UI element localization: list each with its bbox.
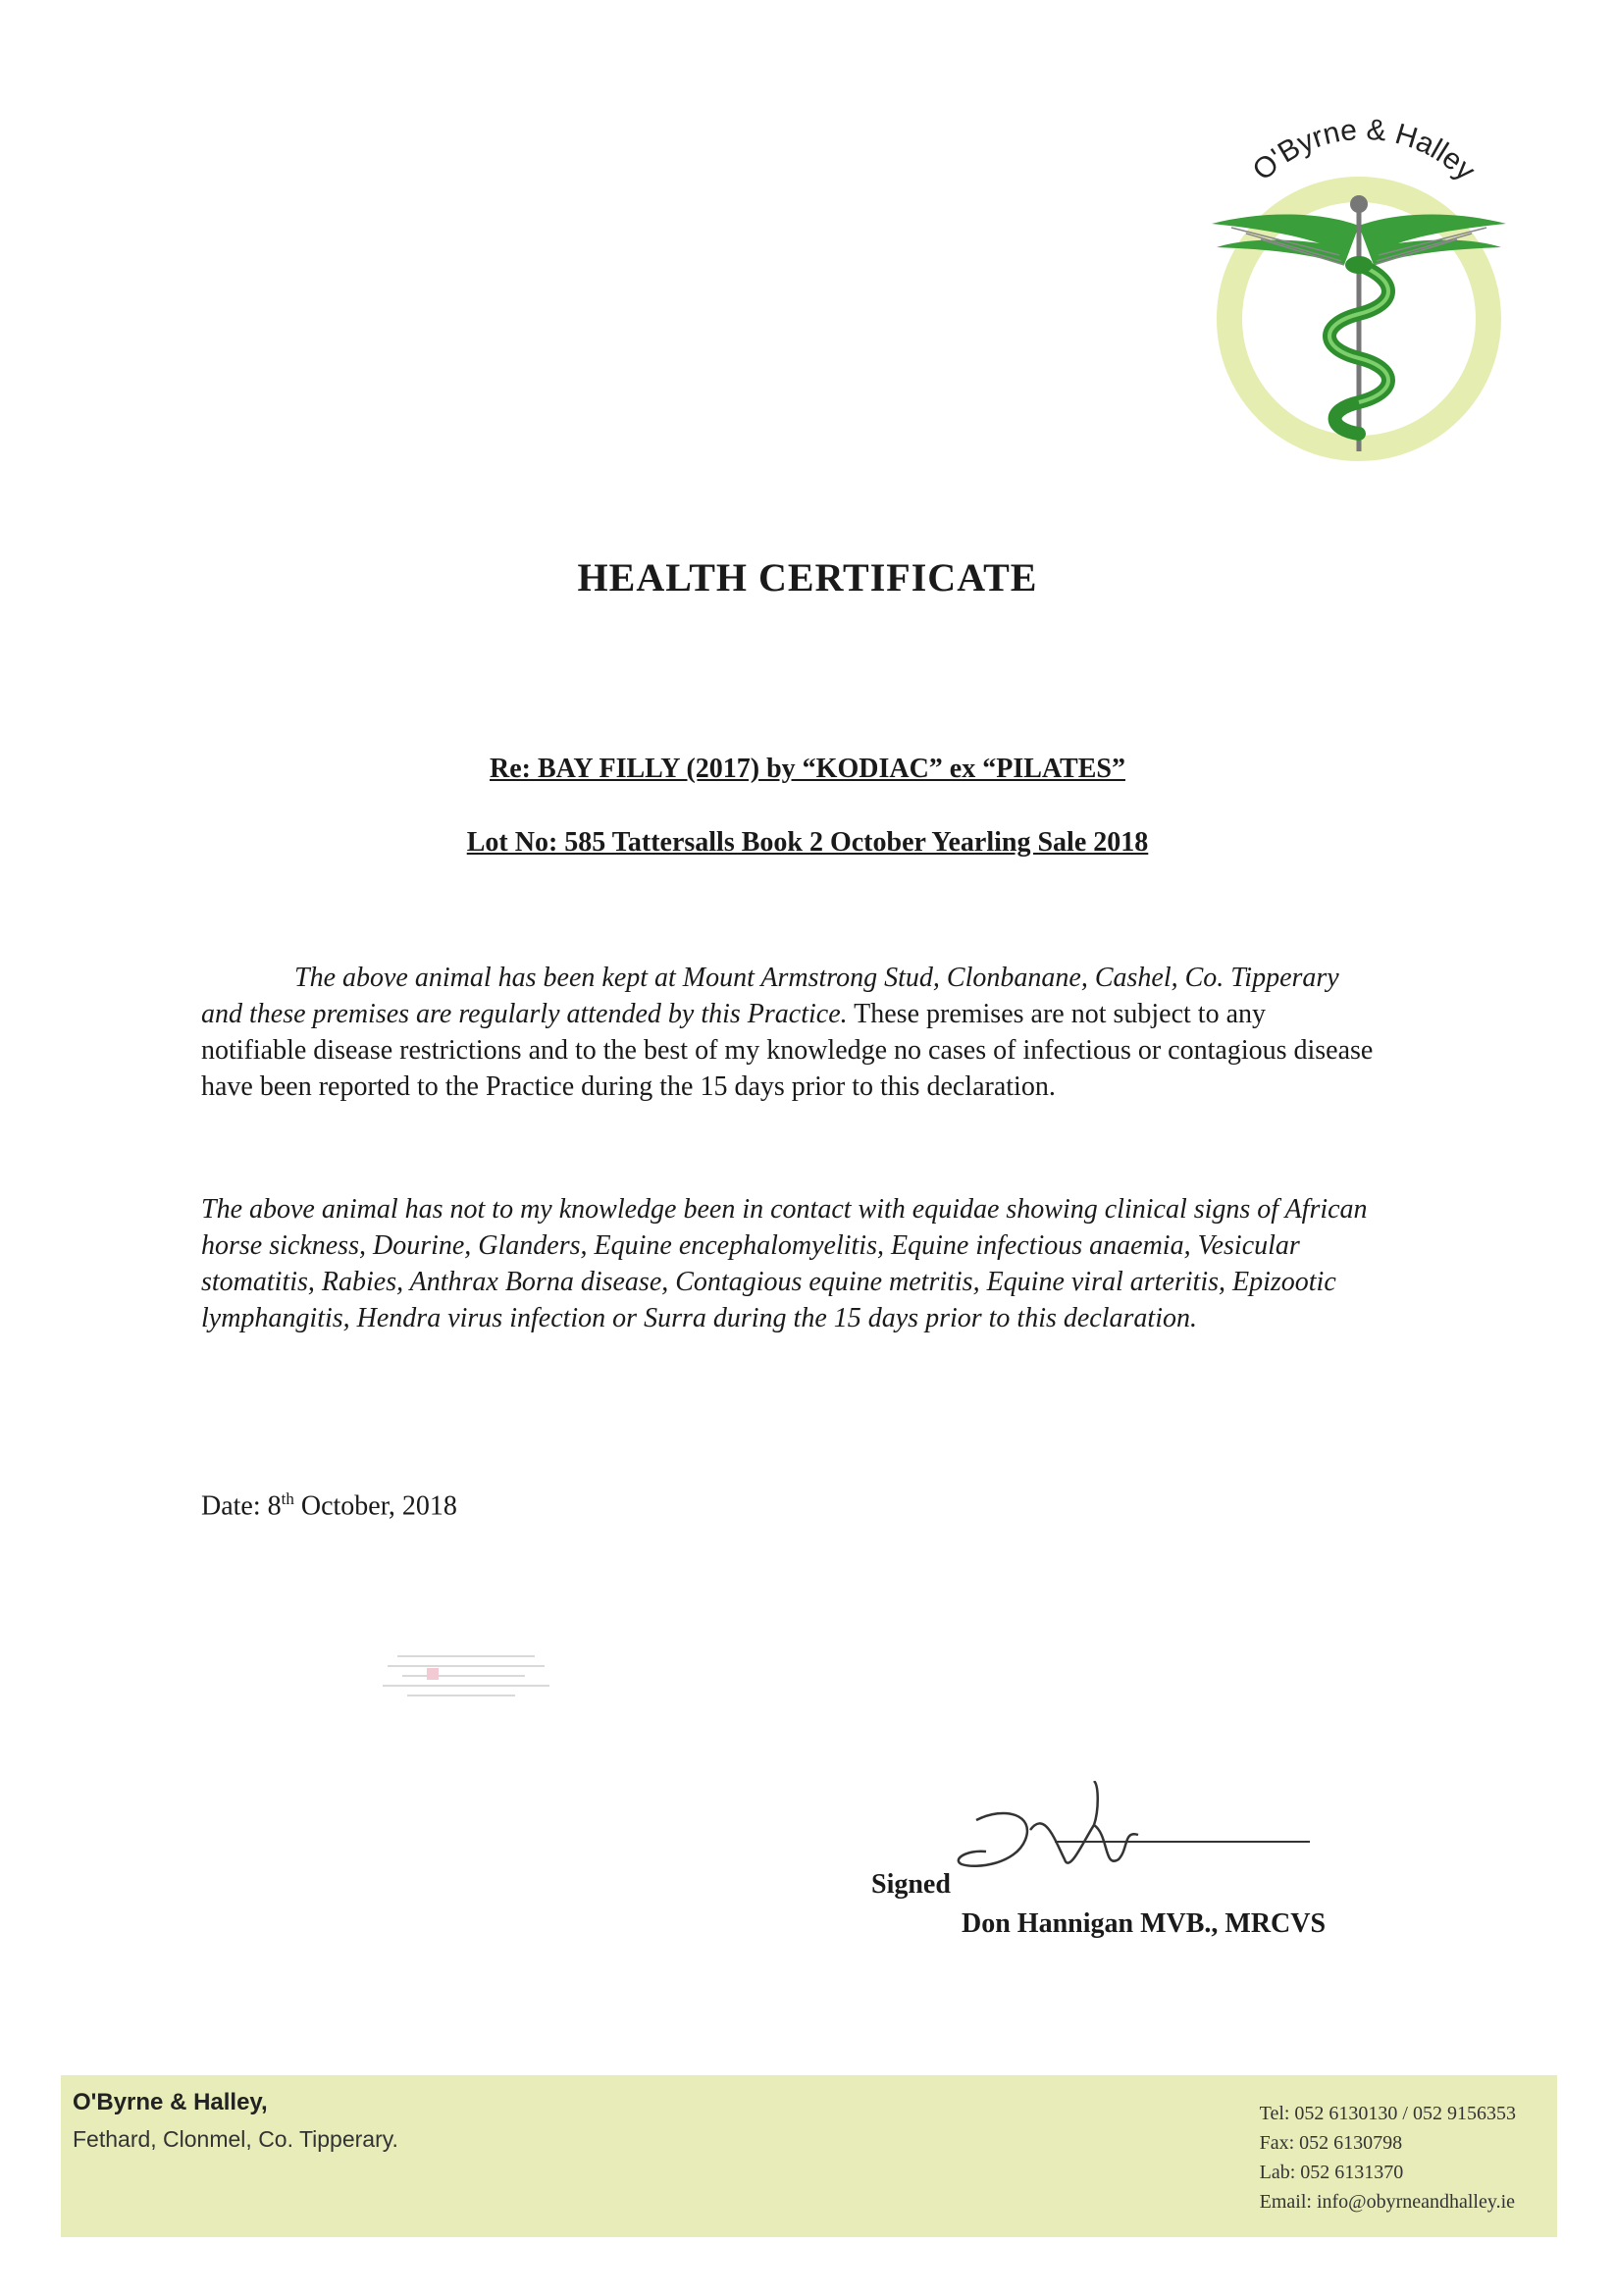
subject-line: Re: BAY FILLY (2017) by “KODIAC” ex “PILATES”: [490, 754, 1125, 784]
footer-lab: Lab: 052 6131370: [1259, 2162, 1404, 2183]
letterhead-footer: [61, 2075, 1557, 2237]
date-ordinal: th: [281, 1489, 294, 1508]
contact-paragraph: [201, 1191, 1374, 1336]
lot-line: Lot No: 585 Tattersalls Book 2 October Yearling Sale 2018: [466, 827, 1149, 858]
footer-tel: Tel: 052 6130130 / 052 9156353: [1259, 2103, 1516, 2124]
premises-paragraph: [201, 960, 1374, 1105]
certificate-title: HEALTH CERTIFICATE: [577, 555, 1038, 600]
svg-text:O'Byrne & Halley: O'Byrne & Halley: [1246, 118, 1482, 187]
signature-mark: [947, 1781, 1310, 1899]
signer-name: Don Hannigan MVB., MRCVS: [962, 1908, 1327, 1939]
signed-label: Signed: [871, 1869, 951, 1900]
certificate-date: [201, 1489, 457, 1522]
footer-fax: Fax: 052 6130798: [1259, 2132, 1403, 2154]
date-label: Date: 8: [201, 1490, 282, 1522]
premises-paragraph-italic: The above animal has been kept at Mount Armstrong Stud, Clonbanane, Cashel, Co. Tipperary and these premises are regularly attended by this Practice.: [201, 963, 1339, 1029]
stamp-mark: [378, 1648, 554, 1707]
contact-paragraph-text: The above animal has not to my knowledge been in contact with equidae showing clinical signs of African horse sickness, Dourine, Glanders, Equine encephalomyelitis, Equine infectious anaemia, Vesicular stomatitis, Rabies, Anthrax Borna disease, Contagious equine metritis, Equine viral arteritis, Epizootic lymphangitis, Hendra virus infection or Surra during the 15 days prior to this declaration.: [201, 1194, 1368, 1333]
footer-email: Email: info@obyrneandhalley.ie: [1259, 2191, 1515, 2213]
footer-address: Fethard, Clonmel, Co. Tipperary.: [73, 2126, 398, 2152]
footer-contact-block: [1260, 2099, 1516, 2217]
premises-paragraph-normal: These premises are not subject to any notifiable disease restrictions and to the best of my knowledge no cases of infectious or contagious disease have been reported to the Practice during the 15 days prior to this declaration.: [201, 999, 1374, 1102]
footer-practice-name: O'Byrne & Halley,: [73, 2089, 268, 2115]
date-rest: October, 2018: [293, 1490, 457, 1522]
practice-logo: [1172, 118, 1545, 491]
